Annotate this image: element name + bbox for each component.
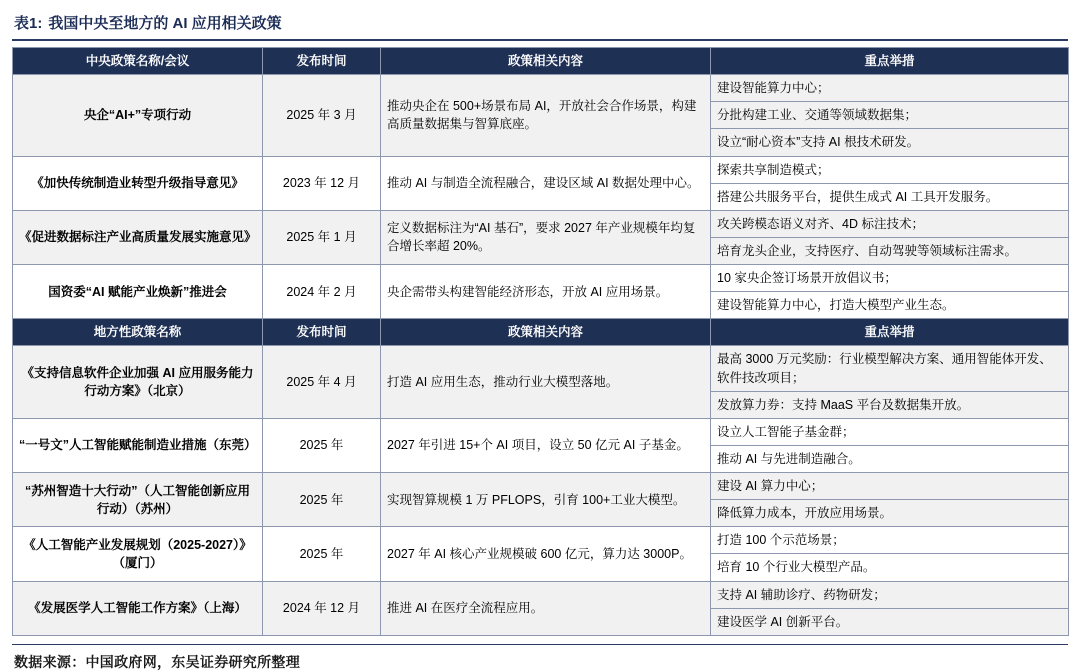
policy-measures (711, 75, 1069, 156)
table-row (13, 418, 1069, 472)
policy-measures (711, 581, 1069, 635)
table-row (13, 346, 1069, 418)
policy-name: 央企“AI+”专项行动 (13, 75, 263, 156)
caption-title: 我国中央至地方的 AI 应用相关政策 (48, 15, 282, 32)
policy-content: 央企需带头构建智能经济形态，开放 AI 应用场景。 (381, 265, 711, 319)
policy-content: 2027 年 AI 核心产业规模破 600 亿元，算力达 3000P。 (381, 527, 711, 581)
policy-content: 实现智算规模 1 万 PFLOPS，引育 100+工业大模型。 (381, 473, 711, 527)
policy-date: 2025 年 1 月 (263, 210, 381, 264)
header-cell-date: 发布时间 (263, 48, 381, 75)
measure-item: 设立“耐心资本”支持 AI 根技术研发。 (717, 135, 920, 150)
measure-item: 推动 AI 与先进制造融合。 (717, 451, 861, 466)
policy-content: 推动 AI 与制造全流程融合，建设区域 AI 数据处理中心。 (381, 156, 711, 210)
table-caption (12, 10, 1068, 39)
policy-date: 2025 年 (263, 418, 381, 472)
policy-date: 2023 年 12 月 (263, 156, 381, 210)
policy-name: 《加快传统制造业转型升级指导意见》 (13, 156, 263, 210)
policy-name: 《发展医学人工智能工作方案》（上海） (13, 581, 263, 635)
policy-date: 2024 年 12 月 (263, 581, 381, 635)
policy-name: 《支持信息软件企业加强 AI 应用服务能力行动方案》（北京） (13, 346, 263, 418)
policy-date: 2025 年 (263, 527, 381, 581)
policy-name: “苏州智造十大行动”（人工智能创新应用行动）（苏州） (13, 473, 263, 527)
measure-item: 最高 3000 万元奖励：行业模型解决方案、通用智能体开发、软件技改项目； (711, 346, 1068, 391)
measure-item: 培育龙头企业，支持医疗、自动驾驶等领域标注需求。 (717, 243, 1018, 258)
policy-content: 打造 AI 应用生态，推动行业大模型落地。 (381, 346, 711, 418)
policy-name: 国资委“AI 赋能产业焕新”推进会 (13, 265, 263, 319)
table-row (13, 581, 1069, 635)
policy-measures (711, 346, 1069, 418)
measure-item: 搭建公共服务平台，提供生成式 AI 工具开发服务。 (717, 189, 999, 204)
table-row (13, 473, 1069, 527)
policy-content: 推动央企在 500+场景布局 AI，开放社会合作场景，构建高质量数据集与智算底座。 (381, 75, 711, 156)
measure-item: 建设智能算力中心，打造大模型产业生态。 (717, 298, 955, 313)
measure-item: 支持 AI 辅助诊疗、药物研发； (711, 582, 1068, 609)
policy-date: 2024 年 2 月 (263, 265, 381, 319)
policy-date: 2025 年 3 月 (263, 75, 381, 156)
header-cell-date: 发布时间 (263, 319, 381, 346)
policy-content: 2027 年引进 15+个 AI 项目，设立 50 亿元 AI 子基金。 (381, 418, 711, 472)
caption-label: 表1: (14, 15, 43, 32)
policy-measures (711, 265, 1069, 319)
policy-measures (711, 527, 1069, 581)
measure-item: 攻关跨模态语义对齐、4D 标注技术； (711, 211, 1068, 238)
measure-item: 分批构建工业、交通等领域数据集； (711, 102, 1068, 129)
measure-item: 建设智能算力中心； (711, 75, 1068, 102)
header-cell-content: 政策相关内容 (381, 48, 711, 75)
source-note: 数据来源：中国政府网，东吴证券研究所整理 (14, 653, 300, 670)
header-cell-name: 地方性政策名称 (13, 319, 263, 346)
local-header-row (13, 319, 1069, 346)
table-row (13, 75, 1069, 156)
header-cell-name: 中央政策名称/会议 (13, 48, 263, 75)
policy-date: 2025 年 (263, 473, 381, 527)
measure-item: 建设医学 AI 创新平台。 (717, 614, 849, 629)
policy-date: 2025 年 4 月 (263, 346, 381, 418)
policy-content: 定义数据标注为“AI 基石”，要求 2027 年产业规模年均复合增长率超 20%。 (381, 210, 711, 264)
policy-name: 《人工智能产业发展规划（2025-2027）》（厦门） (13, 527, 263, 581)
header-cell-measures: 重点举措 (711, 48, 1069, 75)
policy-measures (711, 418, 1069, 472)
measure-item: 10 家央企签订场景开放倡议书； (711, 265, 1068, 292)
measure-item: 探索共享制造模式； (711, 157, 1068, 184)
header-cell-content: 政策相关内容 (381, 319, 711, 346)
policy-table (12, 47, 1069, 636)
central-header-row (13, 48, 1069, 75)
table-row (13, 156, 1069, 210)
measure-item: 打造 100 个示范场景； (711, 527, 1068, 554)
table-row (13, 265, 1069, 319)
measure-item: 培育 10 个行业大模型产品。 (717, 560, 876, 575)
policy-measures (711, 156, 1069, 210)
policy-content: 推进 AI 在医疗全流程应用。 (381, 581, 711, 635)
measure-item: 降低算力成本，开放应用场景。 (717, 506, 893, 521)
measure-item: 设立人工智能子基金群； (711, 419, 1068, 446)
measure-item: 建设 AI 算力中心； (711, 473, 1068, 500)
policy-name: “一号文”人工智能赋能制造业措施（东莞） (13, 418, 263, 472)
policy-measures (711, 473, 1069, 527)
header-cell-measures: 重点举措 (711, 319, 1069, 346)
table-row (13, 527, 1069, 581)
policy-measures (711, 210, 1069, 264)
table-row (13, 210, 1069, 264)
policy-name: 《促进数据标注产业高质量发展实施意见》 (13, 210, 263, 264)
measure-item: 发放算力券：支持 MaaS 平台及数据集开放。 (717, 397, 970, 412)
caption-rule (12, 39, 1068, 41)
